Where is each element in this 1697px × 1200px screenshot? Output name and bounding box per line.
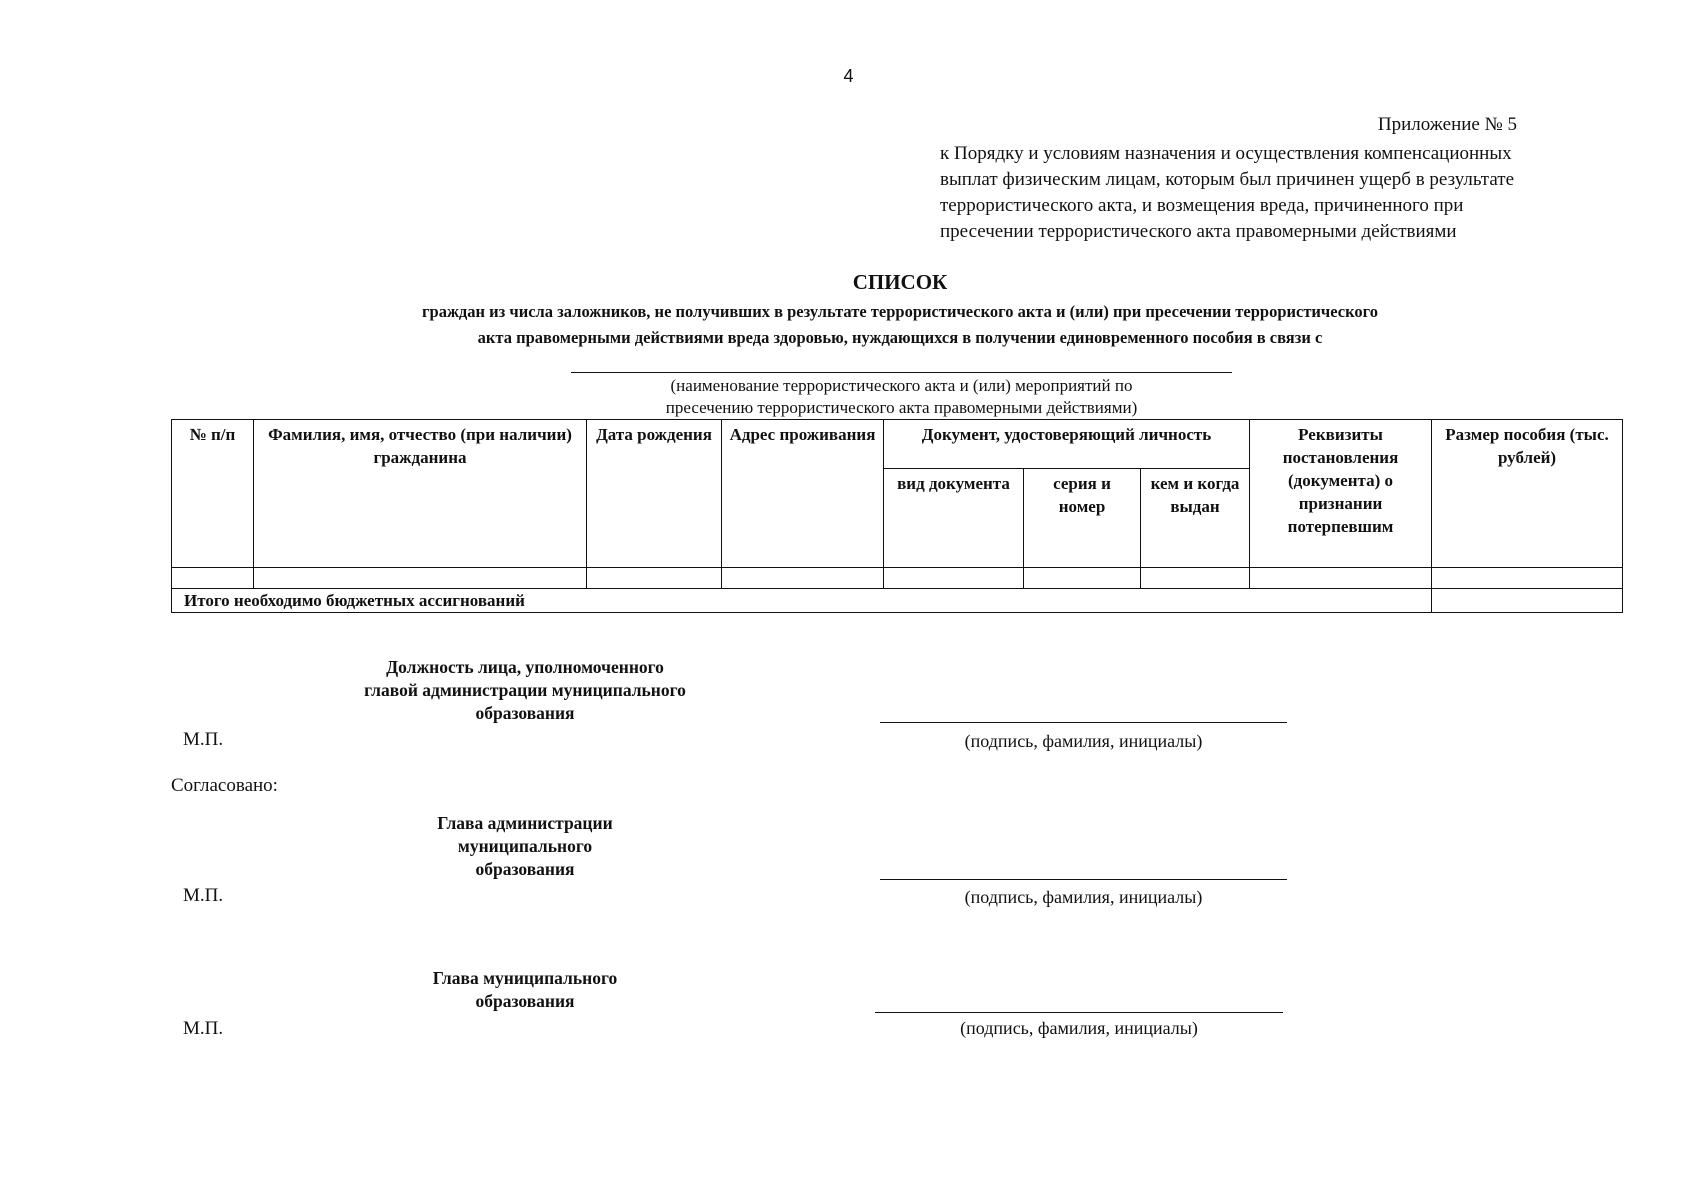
cell-full-name[interactable]	[254, 568, 587, 589]
signature-caption-3: (подпись, фамилия, инициалы)	[960, 1018, 1198, 1038]
document-title: СПИСОК	[852, 270, 948, 294]
cell-document-type[interactable]	[884, 568, 1024, 589]
official-position	[300, 656, 750, 725]
position-line: Должность лица, уполномоченного	[386, 657, 664, 677]
signature-caption-2: (подпись, фамилия, инициалы)	[964, 887, 1203, 907]
act-name-caption	[571, 375, 1232, 419]
position-line: Глава муниципального	[432, 968, 618, 988]
header-benefit-amount: Размер пособия (тыс. рублей)	[1432, 420, 1623, 568]
act-note-line: пресечению террористического акта правомерными действиями)	[665, 398, 1138, 417]
appendix-text	[940, 141, 1613, 245]
total-amount-cell[interactable]	[1432, 589, 1623, 613]
table-row	[172, 568, 1623, 589]
cell-number[interactable]	[172, 568, 254, 589]
header-document-issued: кем и когда выдан	[1141, 469, 1250, 568]
header-resolution: Реквизиты постановления (документа) о признании потерпевшим	[1250, 420, 1432, 568]
citizens-table	[171, 419, 1623, 613]
cell-address[interactable]	[722, 568, 884, 589]
document-subtitle	[250, 299, 1550, 351]
municipal-head-position	[350, 967, 700, 1013]
act-note-line: (наименование террористического акта и (или) мероприятий по	[670, 376, 1133, 395]
header-address: Адрес проживания	[722, 420, 884, 568]
header-identity-document: Документ, удостоверяющий личность	[884, 420, 1250, 469]
appendix-label: Приложение № 5	[1377, 114, 1517, 135]
signature-caption-1: (подпись, фамилия, инициалы)	[964, 731, 1203, 751]
header-document-series: серия и номер	[1024, 469, 1141, 568]
agreed-label: Согласовано:	[171, 775, 278, 796]
act-name-blank-line[interactable]	[571, 372, 1232, 373]
position-line: образования	[475, 991, 575, 1011]
stamp-place-1: М.П.	[183, 729, 224, 750]
header-full-name: Фамилия, имя, отчество (при наличии) гражданина	[254, 420, 587, 568]
subtitle-line: акта правомерными действиями вреда здоровью, нуждающихся в получении единовременного пособия в связи с	[477, 328, 1323, 347]
appendix-line: к Порядку и условиям назначения и осуществления компенсационных	[940, 143, 1512, 164]
admin-head-position	[350, 812, 700, 881]
total-row	[172, 589, 1623, 613]
cell-birth-date[interactable]	[587, 568, 722, 589]
signature-line-1[interactable]	[880, 722, 1287, 723]
signature-line-3[interactable]	[875, 1012, 1283, 1013]
header-birth-date: Дата рождения	[587, 420, 722, 568]
stamp-place-3: М.П.	[183, 1018, 224, 1039]
position-line: муниципального	[457, 836, 593, 856]
total-label: Итого необходимо бюджетных ассигнований	[172, 589, 1432, 613]
header-document-type: вид документа	[884, 469, 1024, 568]
position-line: образования	[475, 703, 575, 723]
cell-document-issued[interactable]	[1141, 568, 1250, 589]
stamp-place-2: М.П.	[183, 885, 224, 906]
signature-line-2[interactable]	[880, 879, 1287, 880]
position-line: образования	[475, 859, 575, 879]
header-number: № п/п	[172, 420, 254, 568]
subtitle-line: граждан из числа заложников, не получивших в результате террористического акта и (или) при пресечении террористического	[422, 302, 1378, 321]
position-line: главой администрации муниципального	[364, 680, 686, 700]
cell-benefit-amount[interactable]	[1432, 568, 1623, 589]
cell-resolution[interactable]	[1250, 568, 1432, 589]
appendix-line: пресечении террористического акта правомерными действиями	[940, 221, 1457, 242]
appendix-line: выплат физическим лицам, которым был причинен ущерб в результате	[940, 169, 1514, 190]
appendix-line: террористического акта, и возмещения вреда, причиненного при	[940, 195, 1464, 216]
page-number: 4	[843, 66, 854, 86]
cell-document-series[interactable]	[1024, 568, 1141, 589]
position-line: Глава администрации	[437, 813, 613, 833]
